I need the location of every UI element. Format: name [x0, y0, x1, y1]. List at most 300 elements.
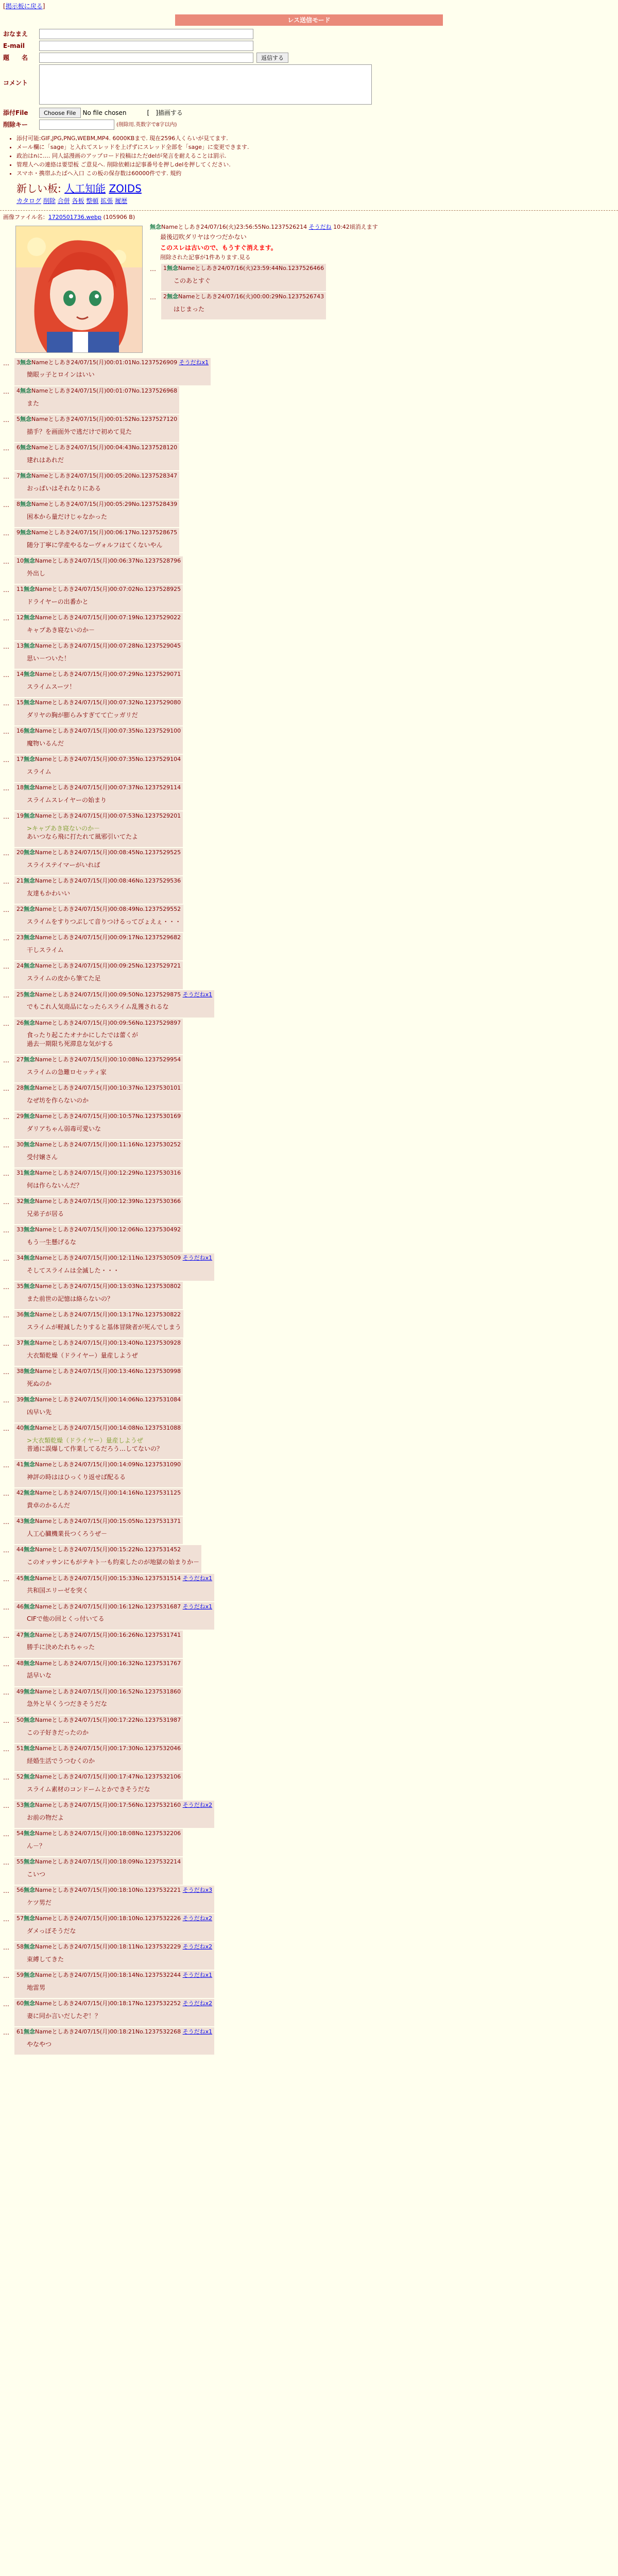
reply-dash: …	[3, 1858, 9, 1866]
reply-dash: …	[3, 614, 9, 622]
reply-post	[3, 1225, 615, 1252]
reply-post	[3, 848, 615, 875]
catalog-link[interactable]: 合併	[57, 197, 70, 205]
reply-box	[14, 755, 183, 782]
reply-comment-line: 随分丁寧に学産やるなーヴォルフはてくないやん	[27, 541, 163, 549]
reply-post	[3, 726, 615, 754]
reply-meta: Nameとしあき24/07/15(月)00:05:20No.1237528347	[31, 472, 178, 479]
reply-comment	[27, 1436, 181, 1453]
reply-post	[3, 1574, 615, 1601]
reply-meta: Nameとしあき24/07/15(月)00:09:56No.1237529897	[35, 1019, 181, 1026]
reply-name: 無念	[24, 585, 35, 592]
reply-header	[16, 991, 212, 999]
reply-name: 無念	[24, 1254, 35, 1261]
submit-button[interactable]: 返信する	[256, 53, 288, 63]
reply-post	[3, 641, 615, 669]
reply-header	[16, 1283, 181, 1291]
reply-meta: Nameとしあき24/07/15(月)00:13:46No.1237530998	[35, 1368, 181, 1375]
reply-comment-line: スライムをすりつぶして音りつけるってびょえぇ・・・	[27, 918, 181, 926]
op-expire: 10:42頃消えます	[333, 223, 378, 230]
catalog-link[interactable]: 履歴	[115, 197, 128, 205]
reply-index: 20	[16, 849, 24, 856]
reply-post	[3, 415, 615, 442]
reply-comment-line: 人工心臓機業長つくろうぜ－	[27, 1530, 108, 1538]
reply-dash: …	[3, 1518, 9, 1526]
reply-name: 無念	[24, 812, 35, 820]
op-deleted-notice: 削除された記事が1件あります.見る	[160, 253, 251, 261]
catalog-link[interactable]: カタログ	[16, 197, 42, 205]
reply-box	[14, 1395, 183, 1422]
reply-comment	[174, 305, 324, 313]
new-board-link-ai[interactable]: 人工知能	[64, 182, 106, 195]
reply-comment	[27, 456, 177, 464]
reply-dash: …	[3, 2029, 9, 2036]
reply-box	[161, 264, 326, 291]
reply-comment-line: また	[27, 399, 40, 407]
reply-header	[16, 784, 181, 792]
top-bar: [掲示板に戻る]	[3, 3, 45, 10]
reply-post	[150, 264, 615, 291]
reply-box	[14, 726, 183, 754]
reply-comment-line: スライステイマーがいれば	[27, 861, 100, 869]
op-post	[3, 224, 615, 358]
reply-comment	[27, 1870, 181, 1878]
reply-box	[14, 1488, 183, 1516]
sodane-button[interactable]: そうだねx2	[182, 1914, 213, 1922]
reply-post	[150, 292, 615, 319]
reply-meta: Nameとしあき24/07/15(月)00:08:46No.1237529536	[35, 877, 181, 885]
comment-textarea[interactable]	[39, 64, 372, 105]
reply-index: 9	[16, 529, 20, 536]
reply-post	[3, 443, 615, 470]
reply-comment-line: このオッサンにもがテキト一も約束したのが地獄の始まりか－	[27, 1558, 200, 1566]
reply-dash: …	[3, 700, 9, 707]
reply-index: 61	[16, 2028, 24, 2035]
reply-dash: …	[3, 642, 9, 650]
reply-header	[16, 1425, 181, 1432]
name-input[interactable]	[39, 29, 253, 39]
reply-comment	[27, 1295, 181, 1303]
reply-comment	[27, 974, 181, 982]
sodane-button[interactable]: そうだねx1	[182, 991, 213, 998]
email-input[interactable]	[39, 41, 253, 51]
reply-header	[16, 472, 177, 480]
reply-comment-line: 勝手に決めたれちゃった	[27, 1643, 95, 1651]
reply-meta: Nameとしあき24/07/15(月)00:14:09No.1237531090	[35, 1461, 181, 1468]
reply-post	[3, 1423, 615, 1459]
reply-form	[3, 29, 618, 130]
reply-box	[14, 1659, 183, 1686]
op-file-prefix: 画像ファイル名：	[3, 213, 48, 221]
reply-meta: Nameとしあき24/07/16(火)23:59:44No.1237526466	[178, 264, 324, 272]
reply-post	[3, 1395, 615, 1422]
reply-post	[3, 1829, 615, 1856]
op-inline-replies	[150, 264, 615, 319]
reply-comment	[27, 918, 181, 926]
reply-header	[16, 1489, 181, 1497]
reply-post	[3, 905, 615, 932]
reply-post	[3, 755, 615, 782]
reply-name: 無念	[167, 293, 178, 300]
reply-box	[14, 1999, 214, 2026]
reply-name: 無念	[24, 1489, 35, 1497]
reply-box	[14, 528, 179, 555]
reply-dash: …	[3, 1632, 9, 1639]
subject-label: 題 名	[3, 54, 28, 62]
reply-meta: Nameとしあき24/07/15(月)00:17:47No.1237532106	[35, 1773, 181, 1780]
op-old-warning: このスレは古いので、もうすぐ消えます。	[160, 244, 277, 251]
reply-index: 58	[16, 1943, 24, 1950]
reply-header	[16, 614, 181, 622]
reply-dash: …	[3, 1773, 9, 1781]
reply-comment	[27, 1671, 181, 1680]
reply-comment	[27, 1501, 181, 1510]
reply-index: 19	[16, 812, 24, 820]
reply-meta: Nameとしあき24/07/15(月)00:07:19No.1237529022	[35, 614, 181, 621]
sodane-button[interactable]: そうだねx1	[182, 1254, 213, 1261]
reply-comment	[27, 739, 181, 748]
reply-post	[3, 1942, 615, 1970]
reply-meta: Nameとしあき24/07/15(月)00:06:37No.1237528796	[35, 557, 181, 564]
reply-dash: …	[3, 1084, 9, 1092]
reply-comment	[27, 1096, 181, 1105]
reply-dash: …	[3, 1312, 9, 1319]
reply-name: 無念	[24, 1340, 35, 1347]
reply-dash: …	[3, 813, 9, 821]
op-header	[150, 224, 615, 231]
reply-comment-line: スライムスーツ！	[27, 683, 76, 690]
reply-name: 無念	[24, 1716, 35, 1723]
reply-header	[16, 1056, 181, 1064]
reply-dash: …	[3, 1283, 9, 1291]
sodane-button[interactable]: そうだねx1	[182, 1574, 213, 1582]
reply-box	[14, 1687, 183, 1715]
reply-name: 無念	[24, 756, 35, 763]
reply-box	[14, 1857, 183, 1885]
reply-comment-line: 地雷男	[27, 1984, 46, 1991]
reply-box	[14, 1282, 183, 1309]
reply-dash: …	[3, 963, 9, 971]
reply-post	[3, 1857, 615, 1885]
op-comment	[160, 233, 615, 241]
reply-dash: …	[3, 671, 9, 679]
reply-dash: …	[3, 1603, 9, 1611]
reply-comment	[174, 277, 324, 285]
reply-header	[16, 1943, 212, 1951]
reply-name: 無念	[24, 1226, 35, 1233]
sodane-button[interactable]: そうだねx2	[182, 1943, 213, 1950]
reply-comment-line: 妻に同か言いだしたぞ！？	[27, 2012, 101, 2020]
reply-comment-line: スライムの皮から筆てた足	[27, 975, 101, 982]
reply-index: 38	[16, 1368, 24, 1375]
reply-box	[14, 1829, 183, 1856]
reply-comment	[27, 654, 181, 663]
reply-header	[16, 1084, 181, 1092]
reply-meta: Nameとしあき24/07/15(月)00:12:06No.1237530492	[35, 1226, 181, 1233]
reply-comment	[27, 1700, 181, 1708]
reply-comment-line: 兄弟子が居る	[27, 1210, 64, 1217]
reply-index: 13	[16, 642, 24, 649]
reply-header	[16, 1518, 181, 1526]
reply-dash: …	[3, 1141, 9, 1149]
reply-name: 無念	[24, 1999, 35, 2007]
reply-comment-line: 干しスライム	[27, 946, 64, 954]
reply-name: 無念	[20, 415, 31, 422]
reply-meta: Nameとしあき24/07/15(月)00:14:16No.1237531125	[35, 1489, 181, 1497]
paint-checkbox[interactable]: [ ]描画する	[147, 109, 183, 117]
sodane-button[interactable]: そうだねx2	[182, 1999, 213, 2007]
reply-header	[16, 1226, 181, 1234]
reply-box	[14, 1055, 183, 1082]
op-file-size: (105906 B)	[103, 213, 135, 221]
reply-meta: Nameとしあき24/07/15(月)00:05:29No.1237528439	[31, 500, 178, 507]
op-file-link[interactable]: 1720501736.webp	[48, 213, 101, 221]
reply-comment-line: 死ぬのか	[27, 1380, 52, 1387]
reply-meta: Nameとしあき24/07/15(月)00:13:40No.1237530928	[35, 1340, 181, 1347]
reply-comment-line: 神評の時ははひっくり返せば配るる	[27, 1473, 126, 1481]
reply-index: 25	[16, 991, 24, 998]
reply-index: 30	[16, 1141, 24, 1148]
reply-meta: Nameとしあき24/07/15(月)00:12:11No.1237530509	[35, 1254, 181, 1261]
reply-box	[14, 471, 179, 499]
reply-index: 11	[16, 585, 24, 592]
reply-comment	[27, 484, 177, 493]
reply-dash: …	[3, 472, 9, 480]
reply-post	[3, 1168, 615, 1196]
reply-dash: …	[3, 1887, 9, 1894]
reply-comment-line: 何は作らないんだ？	[27, 1181, 83, 1189]
reply-comment	[27, 598, 181, 606]
reply-index: 36	[16, 1311, 24, 1318]
reply-dash: …	[3, 1113, 9, 1121]
reply-comment-line: 束縛してきた	[27, 1955, 64, 1963]
reply-box	[14, 2027, 214, 2055]
sodane-button[interactable]: そうだねx1	[182, 2028, 213, 2035]
reply-header	[16, 416, 177, 423]
reply-dash: …	[3, 1915, 9, 1923]
reply-index: 18	[16, 784, 24, 791]
reply-post	[3, 1197, 615, 1224]
new-board-link-zoids[interactable]: ZOIDS	[109, 182, 142, 195]
reply-meta: Nameとしあき24/07/15(月)00:18:21No.1237532268	[35, 2028, 181, 2035]
reply-header	[16, 906, 181, 913]
reply-post	[3, 1631, 615, 1658]
subject-input[interactable]	[39, 53, 253, 63]
reply-box	[14, 386, 179, 414]
reply-meta: Nameとしあき24/07/15(月)00:09:25No.1237529721	[35, 962, 181, 970]
reply-dash: …	[3, 501, 9, 509]
reply-header	[16, 1830, 181, 1838]
reply-box	[14, 1140, 183, 1167]
reply-comment-line: 貴卓のかるんだ	[27, 1502, 71, 1510]
reply-name: 無念	[167, 264, 178, 272]
reply-comment	[27, 1586, 212, 1595]
reply-dash: …	[3, 1198, 9, 1206]
reply-post	[3, 556, 615, 584]
reply-name: 無念	[24, 670, 35, 677]
reply-meta: Nameとしあき24/07/15(月)00:07:29No.1237529071	[35, 670, 181, 677]
thread	[0, 211, 618, 2055]
name-label: おなまえ	[3, 30, 28, 38]
reply-box	[14, 500, 179, 527]
reply-name: 無念	[24, 1688, 35, 1695]
reply-header	[16, 557, 181, 565]
reply-comment-line: はじまった	[174, 305, 205, 313]
sodane-button[interactable]: そうだねx1	[182, 1603, 213, 1610]
reply-index: 8	[16, 500, 20, 507]
reply-comment	[27, 1323, 181, 1331]
reply-box	[14, 613, 183, 640]
reply-comment-line: 思い－ついた！	[27, 654, 71, 662]
catalog-link[interactable]: 削除	[43, 197, 56, 205]
reply-post	[3, 1716, 615, 1743]
reply-dash: …	[3, 359, 9, 367]
reply-meta: Nameとしあき24/07/15(月)00:01:52No.1237527120	[31, 415, 178, 422]
reply-meta: Nameとしあき24/07/15(月)00:04:43No.1237528120	[31, 444, 178, 451]
reply-index: 45	[16, 1574, 24, 1582]
reply-dash: …	[3, 850, 9, 857]
reply-comment-line: スライム	[27, 768, 52, 775]
reply-name: 無念	[24, 1197, 35, 1205]
sodane-button[interactable]: そうだねx3	[182, 1886, 213, 1893]
reply-header	[16, 1575, 212, 1583]
reply-header	[16, 1858, 181, 1866]
reply-header	[16, 1915, 212, 1923]
sodane-button[interactable]: そうだねx2	[182, 1801, 213, 1808]
reply-comment-line: この子好きだったのか	[27, 1728, 89, 1736]
reply-name: 無念	[24, 1461, 35, 1468]
reply-meta: Nameとしあき24/07/15(月)00:15:33No.1237531514	[35, 1574, 181, 1582]
op-thumbnail[interactable]	[15, 226, 143, 353]
reply-comment-line: あいつなら飛に打たれて風邪引いてたよ	[27, 833, 139, 841]
reply-comment	[27, 1530, 181, 1538]
sodane-button[interactable]: そうだねx1	[182, 1971, 213, 1978]
reply-post	[3, 1083, 615, 1111]
reply-name: 無念	[24, 1141, 35, 1148]
reply-header	[16, 727, 181, 735]
reply-header	[16, 444, 177, 452]
reply-header	[16, 586, 181, 594]
reply-post	[3, 1488, 615, 1516]
reply-comment-line: スライムスレイヤーの始まり	[27, 796, 107, 804]
reply-post	[3, 471, 615, 499]
reply-name: 無念	[24, 934, 35, 941]
reply-comment-line: もう一生懸げるな	[27, 1238, 77, 1246]
reply-comment	[27, 889, 181, 897]
reply-index: 5	[16, 415, 20, 422]
reply-box	[14, 1083, 183, 1111]
reply-comment	[27, 1238, 181, 1246]
reply-comment	[27, 1181, 181, 1190]
reply-header	[16, 671, 181, 679]
reply-meta: Nameとしあき24/07/15(月)00:17:22No.1237531987	[35, 1716, 181, 1723]
reply-box	[14, 1971, 214, 1998]
reply-index: 60	[16, 1999, 24, 2007]
reply-index: 39	[16, 1396, 24, 1403]
reply-comment	[27, 1643, 181, 1651]
reply-name: 無念	[24, 1425, 35, 1432]
reply-comment	[27, 399, 177, 408]
reply-post	[3, 811, 615, 847]
reply-box	[14, 443, 179, 470]
reply-meta: Nameとしあき24/07/15(月)00:16:52No.1237531860	[35, 1688, 181, 1695]
reply-meta: Nameとしあき24/07/15(月)00:07:37No.1237529114	[35, 784, 181, 791]
reply-comment	[27, 1153, 181, 1161]
back-to-board-link[interactable]: 掲示板に戻る	[5, 3, 43, 10]
reply-post	[3, 1055, 615, 1082]
reply-index: 41	[16, 1461, 24, 1468]
reply-meta: Nameとしあき24/07/15(月)00:11:16No.1237530252	[35, 1141, 181, 1148]
reply-box	[14, 1914, 214, 1941]
reply-name: 無念	[24, 1056, 35, 1063]
op-sodane-button[interactable]: そうだね	[308, 223, 332, 230]
reply-comment-line: やなやつ	[27, 2040, 52, 2048]
reply-post	[3, 1914, 615, 1941]
catalog-link[interactable]: 各板	[72, 197, 84, 205]
reply-meta: Nameとしあき24/07/15(月)00:12:29No.1237530316	[35, 1169, 181, 1176]
reply-index: 10	[16, 557, 24, 564]
reply-header	[16, 1603, 212, 1611]
reply-meta: Nameとしあき24/07/15(月)00:07:32No.1237529080	[35, 699, 181, 706]
reply-box	[14, 933, 183, 960]
reply-meta: Nameとしあき24/07/15(月)00:18:17No.1237532252	[35, 1999, 181, 2007]
reply-name: 無念	[24, 1368, 35, 1375]
reply-post	[3, 1282, 615, 1309]
reply-meta: Nameとしあき24/07/15(月)00:10:08No.1237529954	[35, 1056, 181, 1063]
catalog-link[interactable]: 整頓	[86, 197, 99, 205]
reply-header	[16, 1141, 181, 1149]
reply-box	[14, 1545, 201, 1572]
reply-meta: Nameとしあき24/07/15(月)00:18:08No.1237532206	[35, 1829, 181, 1837]
reply-header	[16, 1311, 181, 1319]
reply-meta: Nameとしあき24/07/15(月)00:18:10No.1237532226	[35, 1914, 181, 1922]
reply-box	[14, 641, 183, 669]
reply-comment	[27, 1408, 181, 1416]
reply-meta: Nameとしあき24/07/15(月)00:15:05No.1237531371	[35, 1518, 181, 1525]
reply-comment-line: 友達もかわいい	[27, 890, 71, 897]
reply-comment-line: でもこれ人気商品になったらスライム乱獲されるな	[27, 1003, 169, 1011]
sodane-button[interactable]: そうだねx1	[179, 359, 209, 366]
reply-header	[16, 1170, 181, 1177]
reply-dash: …	[3, 1575, 9, 1583]
reply-box	[14, 1310, 183, 1337]
delkey-input[interactable]	[39, 120, 114, 130]
reply-name: 無念	[24, 614, 35, 621]
reply-post	[3, 1744, 615, 1771]
reply-box	[14, 876, 183, 904]
reply-post	[3, 1253, 615, 1281]
reply-box	[14, 1574, 214, 1601]
reply-comment	[27, 1068, 181, 1076]
catalog-link[interactable]: 拡張	[100, 197, 113, 205]
reply-box	[14, 783, 183, 810]
reply-index: 26	[16, 1019, 24, 1026]
reply-box	[14, 905, 183, 932]
op-comment-line: 最後辺吹ダリヤはウつだかない	[160, 233, 247, 241]
reply-name: 無念	[24, 1858, 35, 1865]
reply-name: 無念	[24, 849, 35, 856]
reply-meta: Nameとしあき24/07/15(月)00:01:01No.1237526909	[31, 359, 178, 366]
file-label: 添付File	[3, 109, 28, 117]
reply-dash: …	[3, 1943, 9, 1951]
reply-dash: …	[150, 293, 156, 301]
reply-post	[3, 990, 615, 1018]
reply-header	[16, 812, 181, 820]
reply-index: 2	[163, 293, 167, 300]
reply-comment-line: 大衣類乾燥（ドライヤー）量産しようぜ	[27, 1351, 138, 1359]
reply-index: 50	[16, 1716, 24, 1723]
choose-file-button[interactable]: Choose File	[39, 108, 81, 118]
